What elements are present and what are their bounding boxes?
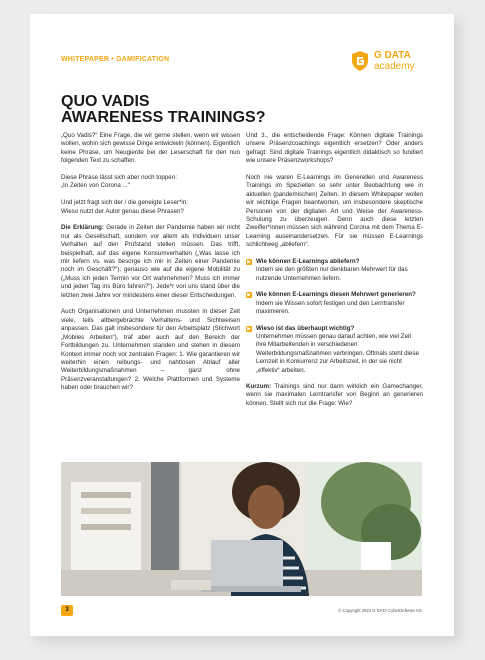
paragraph [246,383,423,408]
question-answer: Indem sie den größten nur denkbaren Mehrwert für das nutzende Unternehmen liefern. [256,266,408,282]
question-item [246,291,423,316]
question-item [246,258,423,283]
text-line: Und jetzt fragt sich der / die geneigte Leser*in: [61,199,188,207]
paragraph: Und 3., die entscheidende Frage: Können digitale Trainings unsere Präsenzcoachings eigentlich ersetzen? Oder anders gefragt: Sind digitale Trainings eigentlich didaktisch so fundiert wie unsere Präsenzworkshops? [246,132,423,165]
office-photo [61,462,422,596]
paragraph: Auch Organisationen und Unternehmen mussten in dieser Zeit viele, teils altbergebrachte Verhaltens- und Sichtweisen anpassen. Das galt insbesondere für den Arbeitsplatz (Stichwort „Mobiles Arbeiten“), traf aber auch auf den Bereich der Fortbildungen zu. Unternehmen standen und stehen in diesem Kontext immer noch vor zentralen Fragen: 1. Wie garantieren wir weiterhin einen reibungs- und nahtlosen Ablauf aller Weiterbildungsmaßnahmen – ganz ohne Präsenzveranstaltungen? 2. Welche Plattformen und Systeme haben oder brauchen wir? [61,308,240,392]
left-column [61,132,240,401]
bold-lead: Kurzum: [246,382,272,390]
question-title: Wie können E-Learnings abliefern? [256,258,360,266]
question-item [246,325,423,375]
paragraph [61,174,240,191]
logo-text-gdata: G DATA [374,50,411,61]
bold-lead: Die Erklärung: [61,224,104,232]
arrow-icon: ▶ [247,325,251,332]
paragraph: Noch nie waren E-Learnings im Generellen und Awareness Trainings im Speziellen so sehr unter Beobachtung wie in aktuellen (pandemischen) Zeiten. In diesem Whitepaper wollen wir wichtige Fragen beantworten, um insbesondere skeptische Personen von der digitalen Art und Weise der Awareness-Schulung zu überzeugen. Denn auch diese letzten Zweifler*innen müssen sich während Corona mit dem Thema E-Learning auseinandersetzen. Für sie müssen E-Learnings schlichtweg „abliefern“. [246,174,423,249]
question-answer: Unternehmen müssen genau darauf achten, wie viel Zeit ihre Mitarbeitenden in verschiedenen Weiterbildungsmaßnahmen verbringen. Oftmals steht diese Lernzeit in Konkurrenz zur Arbeitszeit, in der sie nicht „effektiv“ arbeiten. [256,332,419,374]
woman-at-laptop-illustration [61,462,422,596]
copyright-notice: © Copyright 2022 G DATA CyberDefense AG. [338,608,423,613]
text-body: Trainings sind nur dann wirklich ein Gamechanger, wenn sie maximalen Lerntransfer von Beginn an generieren können. Stellt sich nur die Frage: Wie? [246,382,423,407]
title-line-2: AWARENESS TRAININGS? [61,109,266,126]
paragraph [61,199,240,216]
text-line: „In Zeiten von Corona ...“ [61,182,130,190]
gdata-academy-logo [350,50,440,80]
document-page [30,14,454,636]
arrow-icon: ▶ [247,292,251,299]
title-line-1: QUO VADIS [61,93,150,110]
right-column [246,132,423,417]
paragraph: „Quo Vadis?“ Eine Frage, die wir gerne stellen, wenn wir wissen wollen, wohin sich gewisse Dinge entwickeln (können). Eigentlich keine Phrase, um Neugierde bei der Leserschaft für den nun folgenden Text zu schaffen. [61,132,240,165]
page-title [61,94,321,126]
text-line: Wieso nutzt der Autor genau diese Phrasen? [61,207,184,215]
logo-text-academy: academy [374,61,415,72]
paragraph [61,224,240,300]
text-body: Gerade in Zeiten der Pandemie haben wir nicht nur als Gesellschaft, sondern vor allem als Individuen unser Verhalten auf den Prüfstand stellen müssen. Das trifft, beispielhaft, auf das eigene Konsumverhalten („Was lasse ich mir liefern vs. was besorge ich mir in Zeiten einer Pandemie noch im Geschäft?“), genauso wie auf die eigene Mobilität zu („Muss ich jeden Termin vor Ort wahrnehmen? Muss ich immer und jeden Tag ins Büro fahren?“). Jede*r von uns stand über die letzten zwei Jahre vor mindestens einer dieser Entscheidungen. [61,224,241,299]
question-title: Wie können E-Learnings diesen Mehrwert generieren? [256,291,416,299]
question-title: Wieso ist das überhaupt wichtig? [256,324,355,332]
text-line: Diese Phrase lässt sich aber noch toppen: [61,174,177,182]
section-kicker: WHITEPAPER • GAMIFICATION [61,56,170,63]
arrow-icon: ▶ [247,259,251,266]
page-number: 3 [61,605,73,616]
shield-icon [350,50,370,72]
question-answer: Indem sie Wissen sofort festigen und den Lerntransfer maximieren. [256,299,405,316]
